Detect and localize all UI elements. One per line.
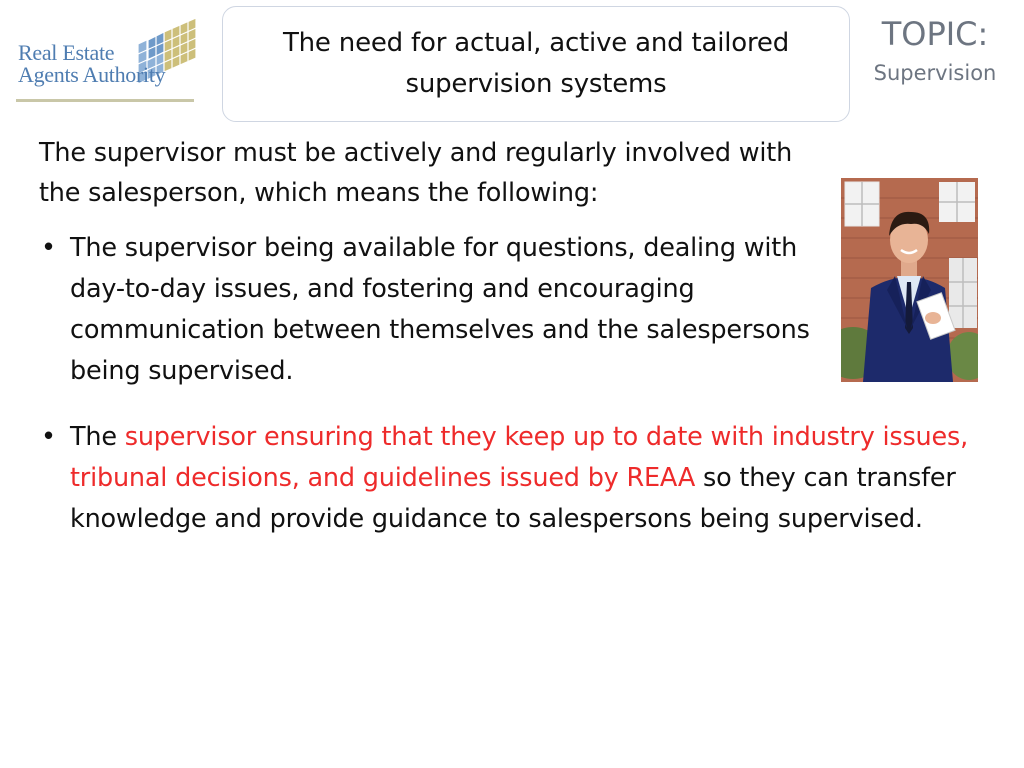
topic-block (860, 14, 1010, 88)
logo-line-1: Real Estate (18, 40, 115, 65)
bullet2-highlight: supervisor ensuring that they keep up to date with industry issues, tribunal decisions, and guidelines issued by REAA (70, 422, 969, 493)
bullet-keep-up-to-date (39, 417, 999, 540)
reaa-logo (16, 18, 196, 102)
intro-paragraph: The supervisor must be actively and regularly involved with the salesperson, which means the following: (39, 138, 793, 208)
title-box (222, 6, 850, 122)
topic-label: TOPIC: (881, 15, 989, 53)
logo-wordmark (18, 42, 165, 86)
bullet2-suffix: so they can transfer knowledge and provide guidance to salespersons being supervised. (70, 463, 956, 534)
page-title: The need for actual, active and tailored supervision systems (282, 28, 790, 99)
bullet2-prefix: The (70, 422, 125, 452)
salesperson-photo-icon (841, 178, 978, 382)
logo-underline (16, 99, 194, 102)
topic-value: Supervision (873, 61, 997, 85)
bullet-availability: • The supervisor being available for questions, dealing with day-to-day issues, and fostering and encouraging communication between themselves and the salespersons being supervised. (39, 228, 829, 392)
logo-line-2: Agents Authority (18, 62, 166, 87)
